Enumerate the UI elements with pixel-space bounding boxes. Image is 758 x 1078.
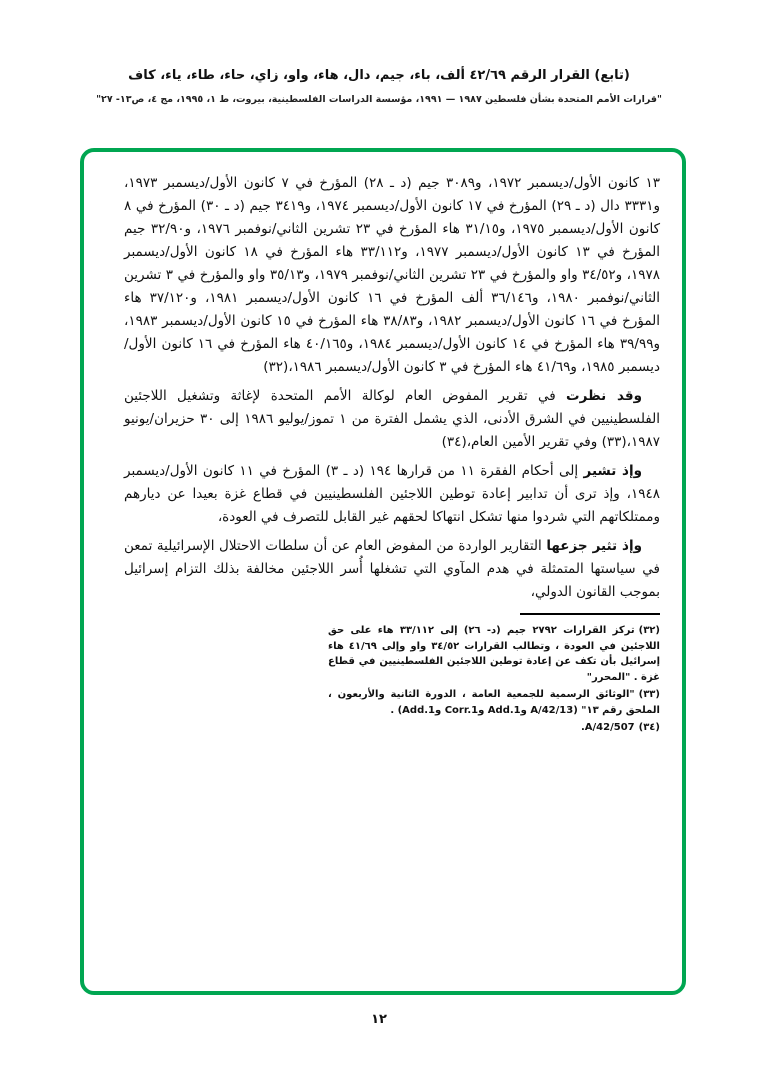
paragraph-lead: وقد نظرت	[566, 388, 643, 404]
footnote-marker: (٣٢)	[638, 625, 660, 636]
body-text	[84, 152, 682, 736]
footnote-marker: (٣٣)	[638, 689, 660, 700]
paragraph-lead: وإذ تثير جزعها	[546, 538, 642, 554]
footnote-marker: (٣٤)	[638, 722, 660, 733]
footnote-text: تركز القرارات ٢٧٩٢ جيم (د- ٢٦) إلى ٣٣/١١٢ هاء على حق اللاجئين في العودة ، وتطالب القرارات ٣٤/٥٢ واو وإلى ٤١/٦٩ هاء إسرائيل بأن تكف عن إعادة توطين اللاجئين الفلسطينيين في قطاع غزة . "المحرر"	[328, 625, 660, 683]
footnote-separator	[520, 613, 660, 615]
footnote-item-34	[328, 720, 660, 736]
paragraph-text: التقارير الواردة من المفوض العام عن أن سلطات الاحتلال الإسرائيلية تمعن في سياستها المتمثلة في هدم المآوي التي تشغلها أُسر اللاجئين مخالفة بذلك التزام إسرائيل بموجب القانون الدولي،	[124, 538, 660, 600]
footnote-text: A/42/507.	[580, 722, 635, 733]
body-paragraph-1	[124, 172, 660, 379]
document-title: (تابع) القرار الرقم ٤٢/٦٩ ألف، باء، جيم، دال، هاء، واو، زاي، حاء، طاء، ياء، كاف	[128, 68, 630, 83]
paragraph-text: ١٣ كانون الأول/ديسمبر ١٩٧٢، و٣٠٨٩ جيم (د ـ ٢٨) المؤرخ في ٧ كانون الأول/ديسمبر ١٩٧٣، و٣٣٣١ دال (د ـ ٢٩) المؤرخ في ١٧ كانون الأول/ديسمبر ١٩٧٤، و٣٤١٩ جيم (د ـ ٣٠) المؤرخ في ٨ كانون الأول/ديسمبر ١٩٧٥، و٣١/١٥ هاء المؤرخ في ٢٣ تشرين الثاني/نوفمبر ١٩٧٦، و٣٢/٩٠ جيم المؤرخ في ١٣ كانون الأول/ديسمبر ١٩٧٧، و٣٣/١١٢ هاء المؤرخ في ١٨ كانون الأول/ديسمبر ١٩٧٨، و٣٤/٥٢ واو والمؤرخ في ٢٣ تشرين الثاني/نوفمبر ١٩٧٩، و٣٥/١٣ واو والمؤرخ في ٣ تشرين الثاني/نوفمبر ١٩٨٠، و٣٦/١٤٦ ألف المؤرخ في ١٦ كانون الأول/ديسمبر ١٩٨١، و٣٧/١٢٠ هاء المؤرخ في ١٦ كانون الأول/ديسمبر ١٩٨٢، و٣٨/٨٣ هاء المؤرخ في ١٥ كانون الأول/ديسمبر ١٩٨٣، و٣٩/٩٩ هاء المؤرخ في ١٤ كانون الأول/ديسمبر ١٩٨٤، و٤٠/١٦٥ هاء المؤرخ في ١٦ كانون الأول/ديسمبر ١٩٨٥، و٤١/٦٩ هاء المؤرخ في ٣ كانون الأول/ديسمبر ١٩٨٦،(٣٢)	[124, 175, 661, 375]
page-header	[0, 68, 758, 105]
footnotes-block	[328, 623, 660, 736]
paragraph-text: في تقرير المفوض العام لوكالة الأمم المتحدة لإغاثة وتشغيل اللاجئين الفلسطينيين في الشرق الأدنى، الذي يشمل الفترة من ١ تموز/يوليو ١٩٨٦ إلى ٣٠ حزيران/يونيو ١٩٨٧،(٣٣) وفي تقرير الأمين العام،(٣٤)	[124, 388, 660, 450]
body-paragraph-4	[124, 535, 660, 604]
paragraph-lead: وإذ تشير	[583, 463, 642, 479]
page-number: ١٢	[371, 1012, 387, 1027]
body-paragraph-2	[124, 385, 660, 454]
body-paragraph-3	[124, 460, 660, 529]
content-frame	[80, 148, 686, 995]
document-source-line: "قرارات الأمم المتحدة بشأن فلسطين ١٩٨٧ — ١٩٩١، مؤسسة الدراسات الفلسطينية، بيروت، ط ١، ١٩٩٥، مج ٤، ص١٣- ٢٧"	[96, 94, 662, 105]
footnote-item-32	[328, 623, 660, 685]
paragraph-text: إلى أحكام الفقرة ١١ من قرارها ١٩٤ (د ـ ٣) المؤرخ في ١١ كانون الأول/ديسمبر ١٩٤٨، وإذ ترى أن تدابير إعادة توطين اللاجئين الفلسطينيين في قطاع غزة بعيدا عن ديارهم وممتلكاتهم التي شردوا منها تشكل انتهاكا لحقهم غير القابل للتصرف في العودة،	[124, 463, 660, 525]
footnote-text: "الوثائق الرسمية للجمعية العامة ، الدورة الثانية والأربعون ، الملحق رقم ١٣" (A/42/13 وAdd.1 وCorr.1 وAdd.1) .	[328, 689, 660, 716]
footnote-item-33	[328, 687, 660, 718]
